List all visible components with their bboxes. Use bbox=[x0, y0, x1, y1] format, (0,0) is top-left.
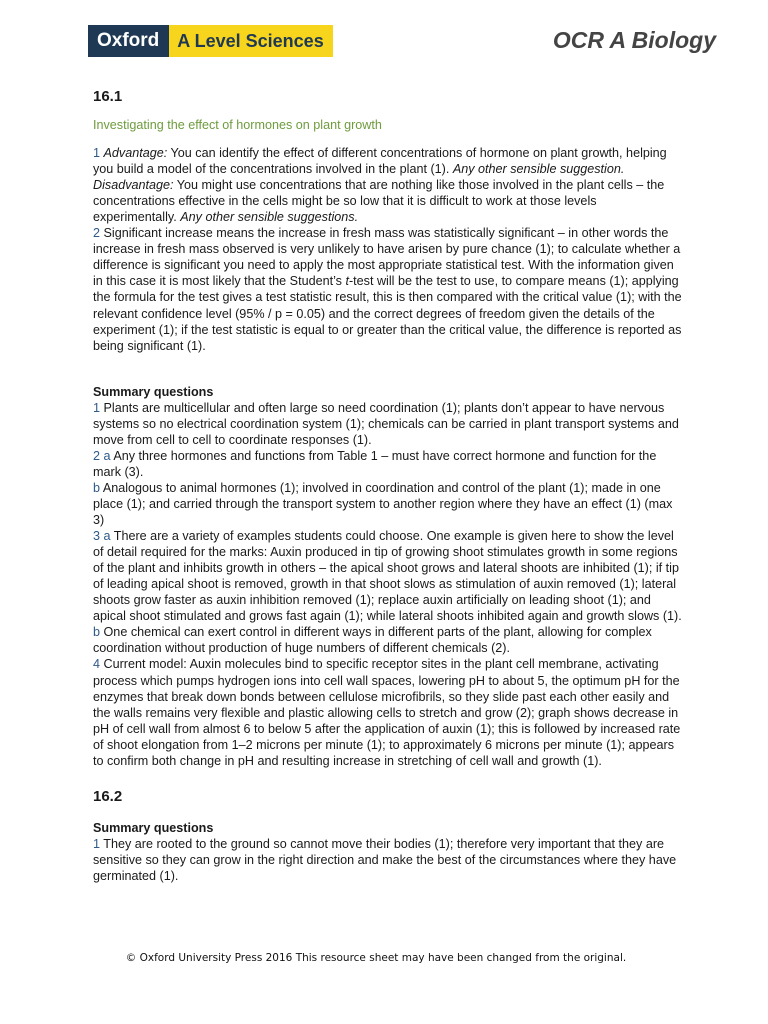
oxford-logo bbox=[88, 25, 333, 57]
answer-text: Any three hormones and functions from Table 1 – must have correct hormone and function for the mark (3). bbox=[93, 448, 657, 479]
copyright-footer: © Oxford University Press 2016 This resource sheet may have been changed from the original. bbox=[125, 952, 627, 964]
answer-italic-note: Any other sensible suggestions. bbox=[180, 210, 359, 225]
answer-italic-note: Any other sensible suggestion. bbox=[452, 162, 625, 177]
document-body bbox=[93, 87, 683, 884]
answer-text: Significant increase means the increase in fresh mass was statistically significant – in other words the increase in fresh mass observed is very unlikely to have arisen by pure chance (1); to calculate whether a difference is significant you need to apply the most appropriate statistical test. With the information given in this case it is most likely that the Student’s bbox=[93, 226, 681, 289]
answer-text: One chemical can exert control in different ways in different parts of the plant, allowing for complex coordination without production of huge numbers of different chemicals (2). bbox=[93, 625, 652, 656]
summary-answer-3a bbox=[93, 528, 683, 624]
topic-title: Investigating the effect of hormones on plant growth bbox=[93, 118, 382, 132]
summary-answer-4 bbox=[93, 656, 683, 768]
summary-answer-2a bbox=[93, 448, 683, 480]
t-test-italic: t bbox=[345, 274, 349, 289]
logo-a-level-text: A Level Sciences bbox=[169, 25, 332, 57]
answer-number: 2 a bbox=[93, 448, 111, 463]
answer-number: b bbox=[93, 480, 101, 495]
answer-number: 3 a bbox=[93, 529, 111, 544]
answer-text: Current model: Auxin molecules bind to specific receptor sites in the plant cell membrane, activating process which pumps hydrogen ions into cell wall spaces, lowering pH to about 5, the optimum pH for the enzymes that break down bonds between cellulose microfibrils, so they slide past each other easily and the walls remains very flexible and plastic allowing cells to stretch and grow (2); graph shows decrease in pH of cell wall from almost 6 to below 5 after the application of auxin (1); this is followed by increased rate of shoot elongation from 1–2 microns per minute (1); to approximately 6 microns per minute (1); appears to confirm both change in pH and resulting increase in stretching of cell wall and growth (1). bbox=[93, 657, 681, 768]
answer-text: Plants are multicellular and often large so need coordination (1); plants don’t appear to have nervous systems so no electrical coordination system (1); chemicals can be carried in plant transport systems and move from cell to cell to coordinate responses (1). bbox=[93, 400, 679, 447]
answer-number: 4 bbox=[93, 657, 101, 672]
summary-heading: Summary questions bbox=[93, 384, 214, 399]
answer-text: There are a variety of examples students could choose. One example is given here to show the level of detail required for the marks: Auxin produced in tip of growing shoot stimulates growth in some regions of the plant and inhibits growth in others – the apical shoot grows and lateral shoots are inhibited (1); if tip of leading apical shoot is removed, growth in that shoot slows as stimulation of auxin removed (1); lateral shoots grow faster as auxin inhibition removed (1); replace auxin artificially on leading shoot (1); and apical shoot stimulated and grows fast again (1); while lateral shoots inhibited again and growth slows (1). bbox=[93, 529, 682, 624]
answer-number: 1 bbox=[93, 836, 101, 851]
answer-text: They are rooted to the ground so cannot move their bodies (1); therefore very important that they are sensitive so they can grow in the right direction and make the best of the circumstances where they have germinated (1). bbox=[93, 836, 677, 883]
logo-oxford-text: Oxford bbox=[88, 25, 169, 57]
summary-answer-1 bbox=[93, 836, 683, 884]
page-header bbox=[88, 25, 720, 59]
summary-answer-2b bbox=[93, 480, 683, 528]
summary-answer-3b bbox=[93, 624, 683, 656]
answer-1 bbox=[93, 145, 683, 225]
summary-heading: Summary questions bbox=[93, 820, 214, 835]
answer-number: 2 bbox=[93, 226, 101, 241]
brand-title: OCR A Biology bbox=[552, 27, 716, 53]
disadvantage-label: Disadvantage: bbox=[93, 178, 174, 193]
section-heading-16-1: 16.1 bbox=[93, 88, 123, 105]
answer-text: You can identify the effect of different concentrations of hormone on plant growth, helping you build a model of the concentrations involved in the plant (1). bbox=[93, 146, 667, 177]
answer-text: -test will be the test to use, to compare means (1); applying the formula for the test gives a test statistic result, this is then compared with the critical value (1); with the relevant confidence level (95% / p = 0.05) and the correct degrees of freedom given the details of the experiment (1); if the test statistic is equal to or greater than the critical value, the difference is reported as being significant (1). bbox=[93, 274, 682, 353]
answer-text: Analogous to animal hormones (1); involved in coordination and control of the plant (1); made in one place (1); and carried through the transport system to another region where they have an effect (1) (max 3) bbox=[93, 480, 673, 528]
answer-number: 1 bbox=[93, 400, 101, 415]
answer-number: 1 bbox=[93, 146, 101, 161]
answer-2 bbox=[93, 225, 683, 353]
section-heading-16-2: 16.2 bbox=[93, 787, 123, 805]
answer-text: You might use concentrations that are nothing like those involved in the plant cells – the concentrations effective in the cells might be so low that it is difficult to work at those levels experimentally. bbox=[93, 178, 665, 225]
answer-number: b bbox=[93, 625, 101, 640]
advantage-label: Advantage: bbox=[103, 146, 168, 161]
summary-answer-1 bbox=[93, 400, 683, 448]
